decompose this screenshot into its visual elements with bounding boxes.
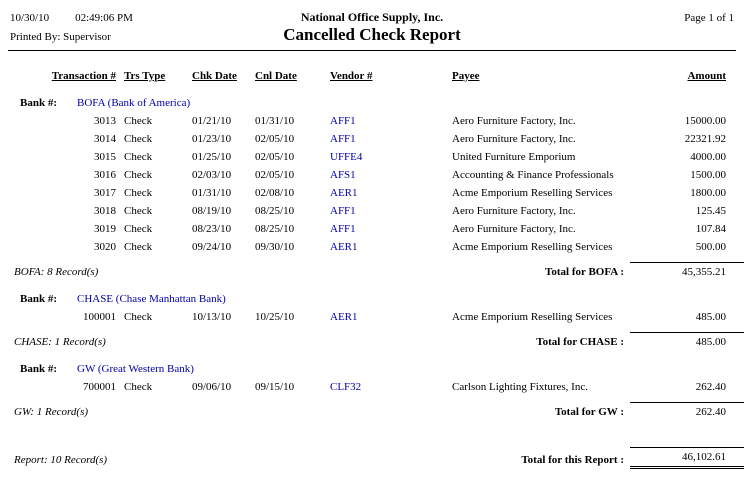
check-row xyxy=(0,238,744,256)
transaction-cell: 3016 xyxy=(94,169,116,181)
payee-cell: Acme Emporium Reselling Services xyxy=(452,241,613,253)
column-header-row xyxy=(0,67,744,85)
trs-type-cell: Check xyxy=(124,115,153,127)
col-transaction: Transaction # xyxy=(51,70,116,82)
amount-cell: 125.45 xyxy=(695,205,726,217)
chk-date-cell: 01/25/10 xyxy=(192,151,232,163)
cnl-date-cell: 09/15/10 xyxy=(255,381,295,393)
print-date: 10/30/10 xyxy=(10,12,50,24)
bank-record-count: CHASE: 1 Record(s) xyxy=(14,336,106,348)
transaction-cell: 3017 xyxy=(94,187,116,199)
vendor-link[interactable]: AER1 xyxy=(330,241,358,253)
col-vendor: Vendor # xyxy=(330,70,373,82)
chk-date-cell: 09/24/10 xyxy=(192,241,232,253)
bank-summary-row xyxy=(0,262,744,281)
payee-cell: Aero Furniture Factory, Inc. xyxy=(452,115,576,127)
vendor-link[interactable]: AFS1 xyxy=(330,169,356,181)
vendor-link[interactable]: AER1 xyxy=(330,187,358,199)
bank-section-bofa xyxy=(0,94,744,281)
bank-section-chase xyxy=(0,290,744,351)
bank-total-amount: 262.40 xyxy=(630,402,744,421)
col-payee: Payee xyxy=(452,70,480,82)
chk-date-cell: 08/19/10 xyxy=(192,205,232,217)
cnl-date-cell: 02/05/10 xyxy=(255,151,295,163)
check-row xyxy=(0,184,744,202)
check-row xyxy=(0,166,744,184)
header-line-2 xyxy=(0,25,744,45)
transaction-cell: 3013 xyxy=(94,115,116,127)
transaction-cell: 3018 xyxy=(94,205,116,217)
vendor-link[interactable]: UFFE4 xyxy=(330,151,363,163)
payee-cell: Acme Emporium Reselling Services xyxy=(452,311,613,323)
vendor-link[interactable]: CLF32 xyxy=(330,381,362,393)
page-info: Page 1 of 1 xyxy=(684,12,734,24)
col-chk-date: Chk Date xyxy=(192,70,237,82)
transaction-cell: 100001 xyxy=(83,311,116,323)
report-title: Cancelled Check Report xyxy=(283,25,461,44)
payee-cell: Aero Furniture Factory, Inc. xyxy=(452,133,576,145)
report-summary-row xyxy=(0,447,744,469)
chk-date-cell: 09/06/10 xyxy=(192,381,232,393)
trs-type-cell: Check xyxy=(124,381,153,393)
report-total-amount: 46,102.61 xyxy=(630,447,744,469)
bank-number-label: Bank #: xyxy=(20,97,57,109)
amount-cell: 4000.00 xyxy=(690,151,726,163)
cnl-date-cell: 10/25/10 xyxy=(255,311,295,323)
chk-date-cell: 01/21/10 xyxy=(192,115,232,127)
vendor-link[interactable]: AFF1 xyxy=(330,223,356,235)
report-total-label: Total for this Report : xyxy=(521,454,624,466)
amount-cell: 22321.92 xyxy=(684,133,726,145)
chk-date-cell: 01/23/10 xyxy=(192,133,232,145)
vendor-link[interactable]: AFF1 xyxy=(330,205,356,217)
amount-cell: 15000.00 xyxy=(684,115,726,127)
trs-type-cell: Check xyxy=(124,241,153,253)
payee-cell: Acme Emporium Reselling Services xyxy=(452,187,613,199)
bank-total-label: Total for CHASE : xyxy=(536,336,624,348)
cnl-date-cell: 08/25/10 xyxy=(255,205,295,217)
header-line-1 xyxy=(0,10,744,25)
cnl-date-cell: 02/05/10 xyxy=(255,133,295,145)
chk-date-cell: 08/23/10 xyxy=(192,223,232,235)
transaction-cell: 700001 xyxy=(83,381,116,393)
bank-link-bofa[interactable]: BOFA (Bank of America) xyxy=(77,97,191,109)
bank-summary-row xyxy=(0,332,744,351)
col-trs-type: Trs Type xyxy=(124,70,166,82)
bank-number-label: Bank #: xyxy=(20,363,57,375)
bank-header-row xyxy=(0,94,744,112)
cnl-date-cell: 09/30/10 xyxy=(255,241,295,253)
amount-cell: 107.84 xyxy=(695,223,726,235)
bank-total-amount: 485.00 xyxy=(630,332,744,351)
cnl-date-cell: 08/25/10 xyxy=(255,223,295,235)
payee-cell: Aero Furniture Factory, Inc. xyxy=(452,223,576,235)
bank-header-row xyxy=(0,360,744,378)
bank-number-label: Bank #: xyxy=(20,293,57,305)
cnl-date-cell: 01/31/10 xyxy=(255,115,295,127)
check-row xyxy=(0,148,744,166)
amount-cell: 485.00 xyxy=(695,311,726,323)
transaction-cell: 3014 xyxy=(94,133,116,145)
bank-total-amount: 45,355.21 xyxy=(630,262,744,281)
col-cnl-date: Cnl Date xyxy=(255,70,297,82)
vendor-link[interactable]: AFF1 xyxy=(330,133,356,145)
bank-header-row xyxy=(0,290,744,308)
trs-type-cell: Check xyxy=(124,151,153,163)
bank-record-count: GW: 1 Record(s) xyxy=(14,406,89,418)
trs-type-cell: Check xyxy=(124,133,153,145)
col-amount: Amount xyxy=(687,70,726,82)
amount-cell: 1500.00 xyxy=(690,169,726,181)
trs-type-cell: Check xyxy=(124,311,153,323)
transaction-cell: 3019 xyxy=(94,223,116,235)
print-time: 02:49:06 PM xyxy=(75,12,133,24)
bank-section-gw xyxy=(0,360,744,421)
bank-total-label: Total for GW : xyxy=(554,406,624,418)
check-row xyxy=(0,220,744,238)
trs-type-cell: Check xyxy=(124,205,153,217)
vendor-link[interactable]: AFF1 xyxy=(330,115,356,127)
transaction-cell: 3015 xyxy=(94,151,116,163)
vendor-link[interactable]: AER1 xyxy=(330,311,358,323)
chk-date-cell: 01/31/10 xyxy=(192,187,232,199)
chk-date-cell: 10/13/10 xyxy=(192,311,232,323)
payee-cell: Carlson Lighting Fixtures, Inc. xyxy=(452,381,588,393)
report-record-count: Report: 10 Record(s) xyxy=(14,454,108,466)
payee-cell: United Furniture Emporium xyxy=(452,151,576,163)
check-row xyxy=(0,378,744,396)
bank-link-gw[interactable]: GW (Great Western Bank) xyxy=(77,363,194,375)
trs-type-cell: Check xyxy=(124,223,153,235)
amount-cell: 500.00 xyxy=(695,241,726,253)
payee-cell: Accounting & Finance Professionals xyxy=(452,169,614,181)
printed-by: Printed By: Supervisor xyxy=(10,31,111,43)
cnl-date-cell: 02/05/10 xyxy=(255,169,295,181)
header-divider xyxy=(8,50,736,51)
payee-cell: Aero Furniture Factory, Inc. xyxy=(452,205,576,217)
chk-date-cell: 02/03/10 xyxy=(192,169,232,181)
check-row xyxy=(0,308,744,326)
transaction-cell: 3020 xyxy=(94,241,116,253)
bank-total-label: Total for BOFA : xyxy=(545,266,624,278)
check-row xyxy=(0,202,744,220)
cnl-date-cell: 02/08/10 xyxy=(255,187,295,199)
amount-cell: 262.40 xyxy=(695,381,726,393)
bank-link-chase[interactable]: CHASE (Chase Manhattan Bank) xyxy=(77,293,226,305)
check-row xyxy=(0,130,744,148)
check-row xyxy=(0,112,744,130)
amount-cell: 1800.00 xyxy=(690,187,726,199)
report-body xyxy=(0,94,744,421)
company-name: National Office Supply, Inc. xyxy=(300,10,444,24)
trs-type-cell: Check xyxy=(124,187,153,199)
bank-summary-row xyxy=(0,402,744,421)
trs-type-cell: Check xyxy=(124,169,153,181)
bank-record-count: BOFA: 8 Record(s) xyxy=(14,266,99,278)
